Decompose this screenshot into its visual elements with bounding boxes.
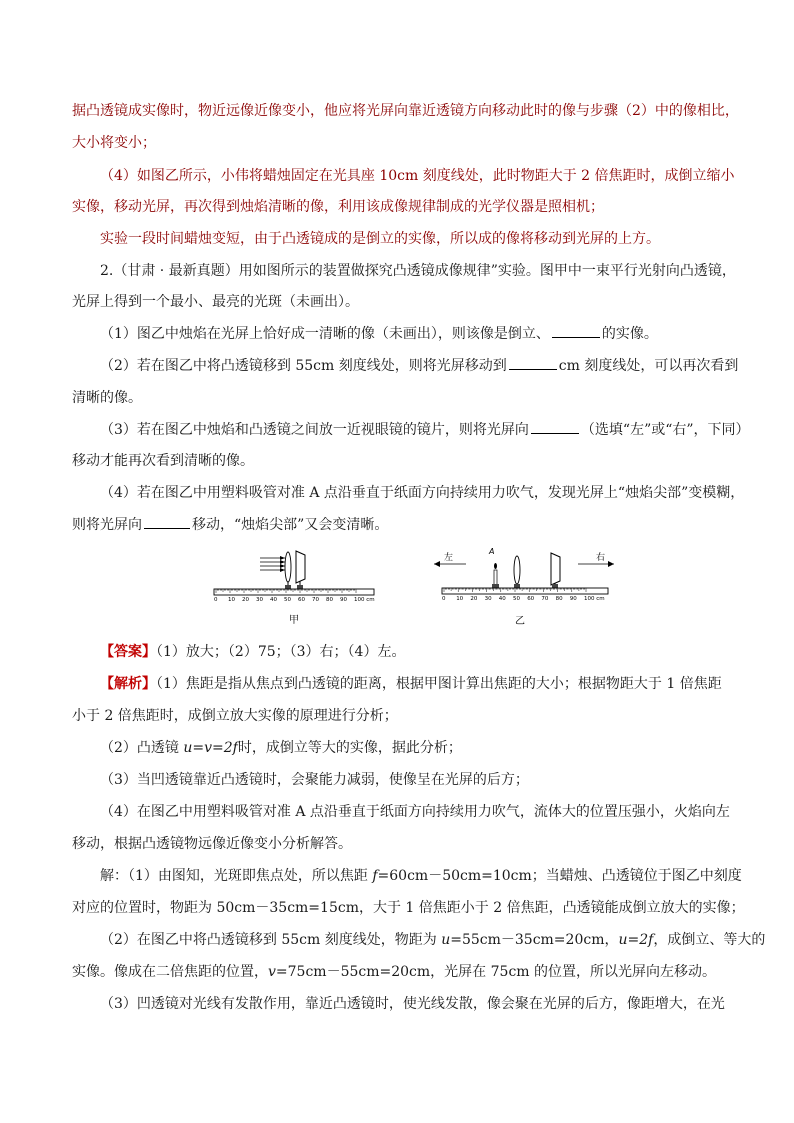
analysis-line: 【解析】（1）焦距是指从焦点到凸透镜的距离，根据甲图计算出焦距的大小；根据物距大于 1 倍焦距 [100, 676, 722, 692]
question-4: （4）若在图乙中用塑料吸管对准 A 点沿垂直于纸面方向持续用力吹气，发现光屏上“烛焰尖部”变模糊， [100, 485, 745, 501]
figure-jia [208, 545, 378, 635]
answer-blank[interactable] [552, 325, 600, 338]
ruler-tick-label: 90 [569, 596, 577, 602]
answer-blank[interactable] [144, 516, 190, 529]
text-line: （4）在图乙中用塑料吸管对准 A 点沿垂直于纸面方向持续用力吹气，流体大的位置压强小，火焰向左 [100, 804, 730, 820]
ruler-tick-label: 60 [298, 597, 305, 603]
text-line: （2）在图乙中将凸透镜移到 55cm 刻度线处，物距为 u=55cm－35cm=20cm，u=2f，成倒立、等大的 [100, 932, 766, 948]
figure-caption: 甲 [289, 615, 299, 626]
text-line: 小于 2 倍焦距时，成倒立放大实像的原理进行分析； [72, 708, 398, 724]
text-line: 大小将变小； [72, 135, 156, 151]
answer-blank[interactable] [531, 421, 579, 434]
answer-label: 【答案】 [100, 644, 156, 660]
optical-bench-yi [430, 540, 620, 635]
question-2: （2）若在图乙中将凸透镜移到 55cm 刻度线处，则将光屏移动到 cm 刻度线处，可以再次看到 [100, 358, 739, 374]
optical-bench-jia [208, 545, 378, 635]
ruler-tick-label: 60 [527, 596, 535, 602]
right-label: 右 [596, 553, 606, 563]
ruler-tick-label: 70 [541, 596, 549, 602]
ruler-tick-label: 30 [256, 597, 263, 603]
convex-lens-icon [514, 556, 520, 584]
text-line: 对应的位置时，物距为 50cm－35cm=15cm，大于 1 倍焦距小于 2 倍焦距，凸透镜能成倒立放大的实像； [72, 900, 745, 916]
ruler-tick-label: 100 cm [584, 596, 605, 602]
figure-yi [430, 540, 620, 635]
analysis-label: 【解析】 [100, 676, 156, 692]
text-line: 光屏上得到一个最小、最亮的光斑（未画出）。 [72, 294, 359, 310]
text-line: 实像，移动光屏，再次得到烛焰清晰的像，利用该成像规律制成的光学仪器是照相机； [72, 199, 604, 215]
ruler-tick-label: 100 cm [354, 597, 375, 603]
text-line: 移动才能再次看到清晰的像。 [72, 453, 254, 469]
question-4-cont: 则将光屏向 移动，“烛焰尖部”又会变清晰。 [72, 517, 389, 533]
ruler-tick-label: 40 [270, 597, 277, 603]
question-3: （3）若在图乙中烛焰和凸透镜之间放一近视眼镜的镜片，则将光屏向 （选填“左”或“右”，下同） [100, 422, 750, 438]
ruler-tick-label: 0 [214, 597, 218, 603]
text-line: 清晰的像。 [72, 390, 142, 406]
left-label: 左 [444, 553, 454, 563]
solution-line: 解：（1）由图知，光斑即焦点处，所以焦距 f=60cm－50cm=10cm；当蜡烛、凸透镜位于图乙中刻度 [100, 868, 742, 884]
ruler-tick-label: 40 [498, 596, 506, 602]
question-1: （1）图乙中烛焰在光屏上恰好成一清晰的像（未画出），则该像是倒立、 的实像。 [100, 326, 658, 342]
ruler-tick-label: 20 [470, 596, 478, 602]
text-line: 实像。像成在二倍焦距的位置，v=75cm－55cm=20cm，光屏在 75cm 的位置，所以光屏向左移动。 [72, 964, 717, 980]
text-line: （4）如图乙所示，小伟将蜡烛固定在光具座 10cm 刻度线处，此时物距大于 2 倍焦距时，成倒立缩小 [100, 168, 735, 184]
ruler-tick-label: 70 [312, 597, 319, 603]
screen-icon [551, 553, 560, 585]
convex-lens-icon [285, 552, 291, 582]
text-line: 移动，根据凸透镜物远像近像变小分析解答。 [72, 836, 352, 852]
ruler-tick-label: 80 [326, 597, 333, 603]
ruler-tick-label: 20 [242, 597, 249, 603]
answer-line: 【答案】（1）放大；（2）75；（3）右；（4）左。 [100, 644, 406, 660]
ruler-tick-label: 90 [340, 597, 347, 603]
ruler-tick-label: 0 [442, 596, 446, 602]
ruler-tick-label: 30 [484, 596, 492, 602]
screen-icon [296, 551, 305, 583]
ruler-tick-label: 80 [555, 596, 563, 602]
ruler-tick-label: 10 [456, 596, 464, 602]
point-a-label: A [489, 547, 495, 556]
text-line: （3）当凹透镜靠近凸透镜时，会聚能力减弱，使像呈在光屏的后方； [100, 772, 529, 788]
question-header: 2.（甘肃 · 最新真题）用如图所示的装置做探究凸透镜成像规律”实验。图甲中一束平行光射向凸透镜， [100, 263, 736, 279]
ruler-tick-label: 10 [228, 597, 235, 603]
answer-blank[interactable] [509, 357, 557, 370]
text-line: （2）凸透镜 u=v=2f时，成倒立等大的实像，据此分析； [100, 740, 462, 756]
ruler-tick-label: 50 [284, 597, 291, 603]
ruler-tick-label: 50 [513, 596, 520, 602]
text-line: 实验一段时间蜡烛变短，由于凸透镜成的是倒立的实像，所以成的像将移动到光屏的上方。 [100, 231, 660, 247]
ruler [214, 589, 374, 595]
text-line: 据凸透镜成实像时，物近远像近像变小，他应将光屏向靠近透镜方向移动此时的像与步骤（2）中的像相比， [72, 103, 739, 119]
text-line: （3）凹透镜对光线有发散作用，靠近凸透镜时，使光线发散，像会聚在光屏的后方，像距增大，在光 [100, 996, 725, 1012]
figure-caption: 乙 [515, 616, 525, 627]
